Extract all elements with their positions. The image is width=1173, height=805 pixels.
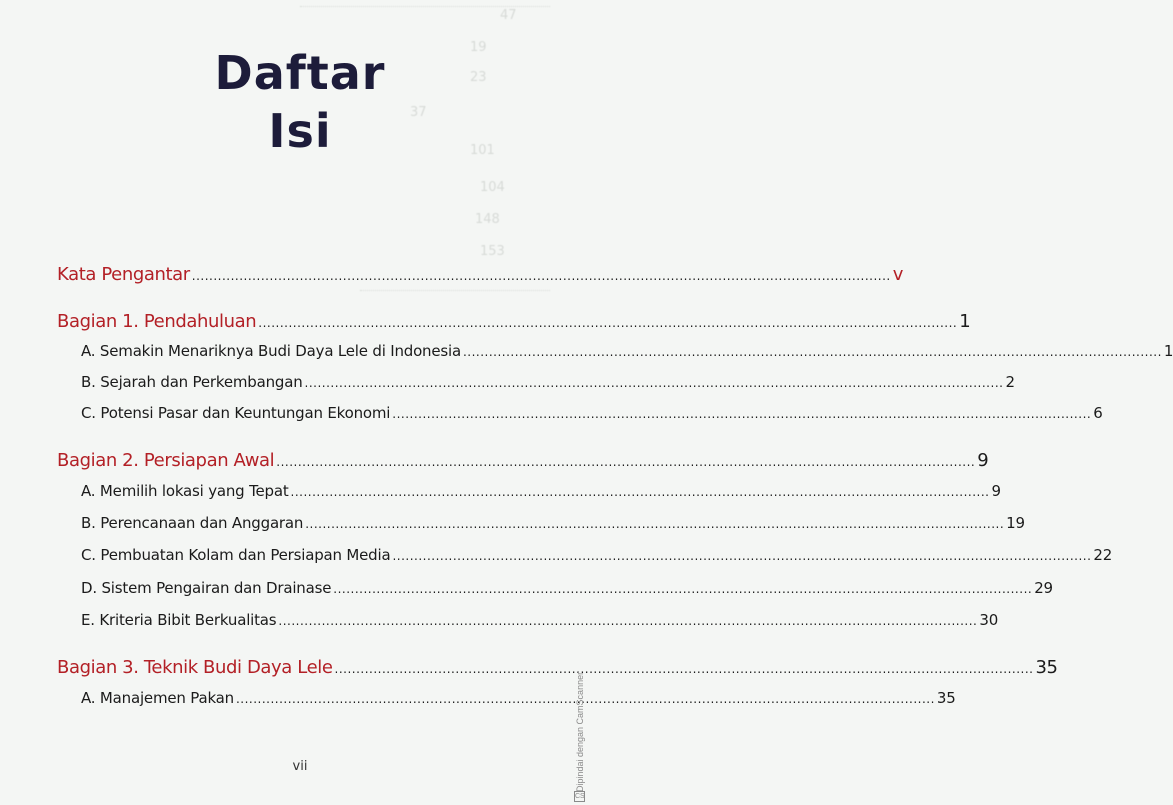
toc-entry-2a[interactable] [81,482,1001,500]
toc-leader-dots: .................................................................................................................................................................. [334,662,1034,676]
toc-entry-2e[interactable] [81,611,999,629]
toc-leader-dots: .................................................................................................................................................................. [392,549,1092,563]
toc-entry-page: v [892,264,903,285]
toc-leader-dots: .................................................................................................................................................................. [462,345,1162,359]
toc-leader-dots: .................................................................................................................................................................. [235,692,935,706]
toc-entry-label: E. Kriteria Bibit Berkualitas [81,611,277,629]
toc-leader-dots: .................................................................................................................................................................. [290,485,990,499]
toc-entry-page: 30 [979,611,999,629]
toc-leader-dots: .................................................................................................................................................................. [304,376,1004,390]
toc-entry-label: A. Semakin Menariknya Budi Daya Lele di Indonesia [81,342,461,360]
toc-entry-page: 9 [991,482,1001,500]
toc-entry-label: Bagian 1. Pendahuluan [57,311,257,332]
bleed-through-text: 47 19 23 37 101 104 148 153 [0,0,600,290]
toc-entry-label: A. Manajemen Pakan [81,689,234,707]
page-number: vii [292,759,308,774]
toc-entry-page: 29 [1034,579,1053,597]
toc-entry-label: D. Sistem Pengairan dan Drainase [81,579,332,597]
toc-entry-label: Bagian 3. Teknik Budi Daya Lele [57,657,333,678]
toc-entry-2c[interactable] [81,546,1113,564]
toc-leader-dots: .................................................................................................................................................................. [305,517,1005,531]
toc-leader-dots: .................................................................................................................................................................. [191,269,891,283]
toc-entry-kata-pengantar[interactable] [57,264,903,285]
toc-entry-page: 35 [1035,657,1058,678]
toc-entry-label: B. Perencanaan dan Anggaran [81,514,304,532]
scanner-watermark-text: Dipindai dengan CamScanner [575,671,585,792]
toc-entry-page: 19 [1006,514,1025,532]
toc-entry-page: 1 [1163,342,1173,360]
toc-leader-dots: .................................................................................................................................................................. [392,407,1092,421]
toc-entry-page: 22 [1093,546,1113,564]
toc-entry-1c[interactable] [81,404,1103,422]
page-title-line-2: Isi [268,104,332,158]
camscanner-logo-icon: CS [575,793,585,800]
toc-leader-dots: .................................................................................................................................................................. [276,455,976,469]
toc-entry-3a[interactable] [81,689,956,707]
toc-entry-label: C. Potensi Pasar dan Keuntungan Ekonomi [81,404,391,422]
toc-entry-label: Bagian 2. Persiapan Awal [57,450,275,471]
toc-entry-bagian-2[interactable] [57,450,989,471]
toc-leader-dots: .................................................................................................................................................................. [258,316,958,330]
toc-leader-dots: .................................................................................................................................................................. [278,614,978,628]
toc-leader-dots: .................................................................................................................................................................. [333,582,1033,596]
toc-entry-label: B. Sejarah dan Perkembangan [81,373,303,391]
toc-entry-label: C. Pembuatan Kolam dan Persiapan Media [81,546,391,564]
toc-entry-1a[interactable] [81,342,1173,360]
toc-entry-label: A. Memilih lokasi yang Tepat [81,482,289,500]
toc-entry-bagian-3[interactable] [57,657,1058,678]
scanner-watermark [571,660,591,800]
toc-entry-label: Kata Pengantar [57,264,190,285]
page-title-line-1: Daftar [214,46,386,100]
toc-entry-bagian-1[interactable] [57,311,971,332]
toc-entry-page: 1 [959,311,971,332]
toc-entry-1b[interactable] [81,373,1015,391]
toc-entry-page: 35 [936,689,956,707]
toc-entry-page: 6 [1093,404,1103,422]
toc-entry-page: 9 [977,450,989,471]
toc-entry-page: 2 [1005,373,1015,391]
toc-entry-2b[interactable] [81,514,1025,532]
toc-entry-2d[interactable] [81,579,1053,597]
